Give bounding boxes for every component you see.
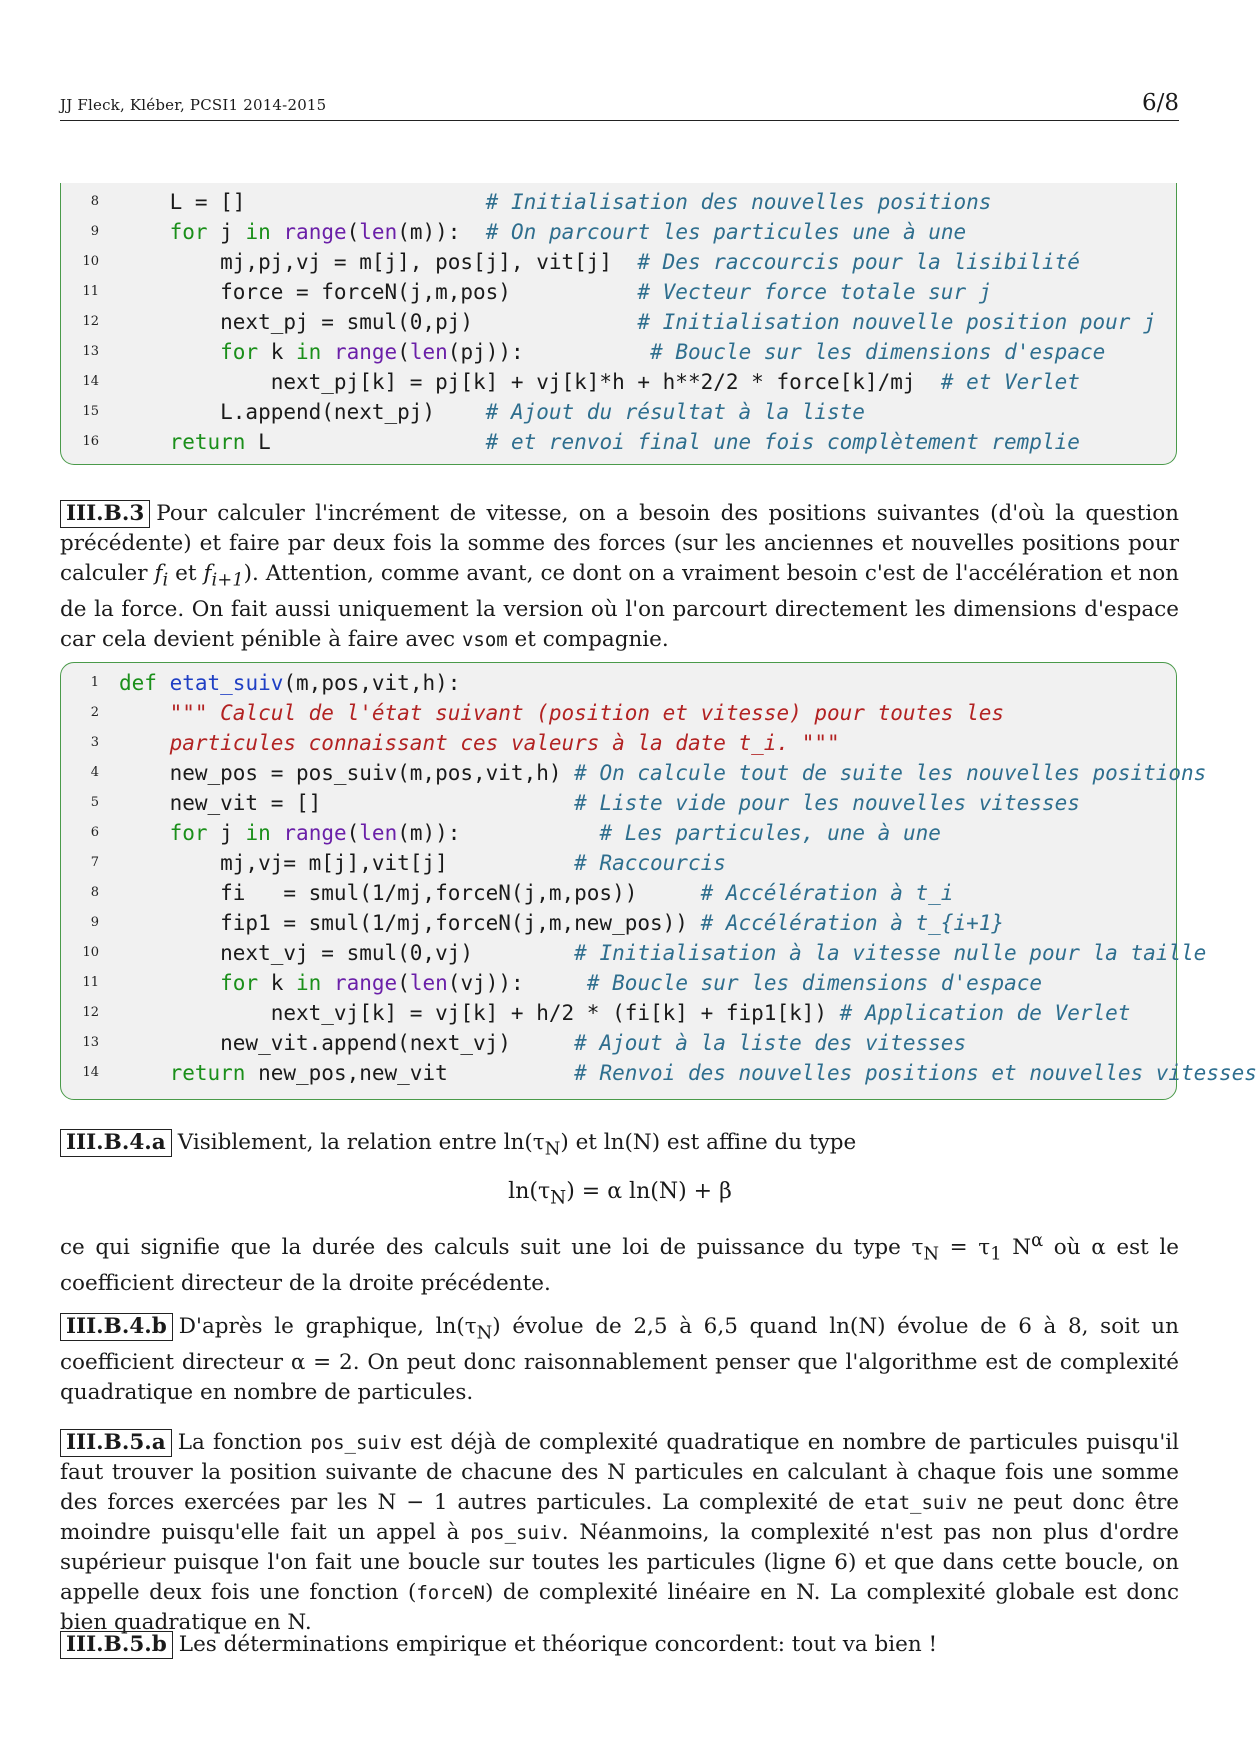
section-tag: III.B.5.a bbox=[60, 1429, 172, 1457]
code-line bbox=[61, 337, 1176, 367]
line-number: 7 bbox=[90, 855, 99, 870]
code-text: for j in range(len(m)): # Les particules, une à une bbox=[169, 821, 941, 845]
code-line bbox=[61, 758, 1207, 788]
code-line bbox=[61, 968, 1176, 998]
section-tag: III.B.5.b bbox=[60, 1631, 173, 1659]
code-line bbox=[61, 1058, 1257, 1088]
line-number: 13 bbox=[82, 1035, 99, 1050]
line-number: 12 bbox=[82, 314, 99, 329]
line-number: 10 bbox=[82, 945, 99, 960]
code-line bbox=[61, 788, 1176, 818]
code-line bbox=[61, 938, 1207, 968]
code-line bbox=[61, 908, 1176, 938]
code-line bbox=[61, 848, 1176, 878]
paragraph-iii-b-5-a: III.B.5.a La fonction pos_suiv est déjà de complexité quadratique en nombre de particules puisqu'il faut trouver la position suivante de chacune des N particules en calculant à chaque fois une somme des forces exercées par les N − 1 autres particules. La complexité de etat_suiv ne peut donc être moindre puisqu'elle fait un appel à pos_suiv. Néanmoins, la complexité n'est pas non plus d'ordre supérieur puisque l'on fait une boucle sur toutes les particules (ligne 6) et que dans cette boucle, on appelle deux fois une fonction (forceN) de complexité linéaire en N. La complexité globale est donc bien quadratique en N. bbox=[60, 1430, 1180, 1635]
code-line bbox=[61, 818, 1176, 848]
code-line bbox=[61, 878, 1176, 908]
header-author: JJ Fleck, Kléber, PCSI1 2014-2015 bbox=[60, 96, 327, 114]
line-number: 14 bbox=[82, 1065, 99, 1080]
code-text: def etat_suiv(m,pos,vit,h): bbox=[119, 671, 461, 695]
code-text: next_pj = smul(0,pj) # Initialisation nouvelle position pour j bbox=[119, 310, 1156, 334]
code-text: force = forceN(j,m,pos) # Vecteur force totale sur j bbox=[119, 280, 992, 304]
paragraph-iii-b-4-b: III.B.4.b D'après le graphique, $\ln(\tau_N)$ évolue de 2,5 à 6,5 quand ln(N) évolue de 6 à 8, soit un coefficient directeur α = 2. On peut donc raisonnablement penser que l'algorithme est de complexité quadratique en nombre de particules. bbox=[60, 1314, 1179, 1406]
code-text: for j in range(len(m)): # On parcourt les particules une à une bbox=[169, 220, 967, 244]
page-number: 6/8 bbox=[1141, 90, 1179, 116]
paragraph-iii-b-4-a: III.B.4.a Visiblement, la relation entre $\ln(\tau_N)$ et ln(N) est affine du type bbox=[60, 1128, 1179, 1164]
line-number: 9 bbox=[90, 224, 99, 239]
paragraph-iii-b-3: III.B.3 Pour calculer l'incrément de vitesse, on a besoin des positions suivantes (d'où la question précédente) et faire par deux fois la somme des forces (sur les anciennes et nouvelles positions pour calculer $f_i$ et $f_{i+1}$). Attention, comme avant, ce dont on a vraiment besoin c'est de l'accélération et non de la force. On fait aussi uniquement la version où l'on parcourt directement les dimensions d'espace car cela devient pénible à faire avec vsom et compagnie. bbox=[60, 501, 1179, 653]
code-text: return new_pos,new_vit # Renvoi des nouvelles positions et nouvelles vitesses bbox=[169, 1061, 1257, 1085]
line-number: 11 bbox=[82, 975, 99, 990]
page-header bbox=[60, 86, 1179, 121]
code-text: new_vit.append(next_vj) # Ajout à la liste des vitesses bbox=[119, 1031, 967, 1055]
code-text: next_vj = smul(0,vj) # Initialisation à la vitesse nulle pour la taille bbox=[119, 941, 1207, 965]
code-line bbox=[61, 998, 1176, 1028]
line-number: 11 bbox=[82, 284, 99, 299]
code-text: fip1 = smul(1/mj,forceN(j,m,new_pos)) # Accélération à t_{i+1} bbox=[119, 911, 1005, 935]
line-number: 1 bbox=[90, 675, 99, 690]
code-line bbox=[61, 698, 1176, 728]
code-line bbox=[61, 397, 1176, 427]
code-text: for k in range(len(vj)): # Boucle sur les dimensions d'espace bbox=[220, 971, 1043, 995]
inline-code: vsom bbox=[461, 629, 508, 652]
code-text: particules connaissant ces valeurs à la date t_i. """ bbox=[169, 731, 840, 755]
line-number: 3 bbox=[90, 735, 99, 750]
line-number: 6 bbox=[90, 825, 99, 840]
inline-code: etat_suiv bbox=[864, 1492, 968, 1514]
code-text: return L # et renvoi final une fois complètement remplie bbox=[169, 430, 1080, 454]
code-text: next_vj[k] = vj[k] + h/2 * (fi[k] + fip1[k]) # Application de Verlet bbox=[119, 1001, 1131, 1025]
code-line bbox=[61, 247, 1176, 277]
section-tag: III.B.4.a bbox=[60, 1129, 172, 1157]
code-line bbox=[61, 187, 1176, 217]
code-line bbox=[61, 367, 1176, 397]
code-text: new_vit = [] # Liste vide pour les nouvelles vitesses bbox=[119, 791, 1080, 815]
line-number: 8 bbox=[90, 885, 99, 900]
line-number: 13 bbox=[82, 344, 99, 359]
line-number: 14 bbox=[82, 374, 99, 389]
code-block-etat-suiv bbox=[60, 662, 1257, 1100]
inline-code: forceN bbox=[416, 1582, 485, 1604]
code-line bbox=[61, 728, 1176, 758]
section-tag: III.B.3 bbox=[60, 500, 150, 528]
code-text: fi = smul(1/mj,forceN(j,m,pos)) # Accélération à t_i bbox=[119, 881, 954, 905]
line-number: 4 bbox=[90, 765, 99, 780]
line-number: 8 bbox=[90, 194, 99, 209]
paragraph-iii-b-5-b: III.B.5.b Les déterminations empirique et théorique concordent: tout va bien ! bbox=[60, 1630, 1179, 1660]
code-text: mj,vj= m[j],vit[j] # Raccourcis bbox=[119, 851, 726, 875]
code-line bbox=[61, 1028, 1176, 1058]
code-line bbox=[61, 307, 1176, 337]
section-tag: III.B.4.b bbox=[60, 1313, 173, 1341]
code-text: for k in range(len(pj)): # Boucle sur les dimensions d'espace bbox=[220, 340, 1106, 364]
code-text: new_pos = pos_suiv(m,pos,vit,h) # On calcule tout de suite les nouvelles positions bbox=[119, 761, 1207, 785]
code-text: next_pj[k] = pj[k] + vj[k]*h + h**2/2 * force[k]/mj # et Verlet bbox=[119, 370, 1080, 394]
code-text: mj,pj,vj = m[j], pos[j], vit[j] # Des raccourcis pour la lisibilité bbox=[119, 250, 1080, 274]
code-block-pos-suiv bbox=[60, 183, 1177, 465]
code-text: """ Calcul de l'état suivant (position et vitesse) pour toutes les bbox=[169, 701, 1005, 725]
line-number: 2 bbox=[90, 705, 99, 720]
line-number: 9 bbox=[90, 915, 99, 930]
code-line bbox=[61, 427, 1176, 457]
code-line bbox=[61, 217, 1176, 247]
inline-code: pos_suiv bbox=[470, 1522, 562, 1544]
code-line bbox=[61, 277, 1176, 307]
line-number: 16 bbox=[82, 434, 99, 449]
line-number: 5 bbox=[90, 795, 99, 810]
code-text: L.append(next_pj) # Ajout du résultat à la liste bbox=[119, 400, 865, 424]
line-number: 12 bbox=[82, 1005, 99, 1020]
paragraph-iii-b-4-a-cont: ce qui signifie que la durée des calculs suit une loi de puissance du type $\tau_N = \tau_1$ $N^\alpha$ où α est le coefficient directeur de la droite précédente. bbox=[60, 1230, 1179, 1297]
inline-code: pos_suiv bbox=[310, 1432, 402, 1454]
line-number: 15 bbox=[82, 404, 99, 419]
code-line bbox=[61, 668, 1176, 698]
line-number: 10 bbox=[82, 254, 99, 269]
code-text: L = [] # Initialisation des nouvelles positions bbox=[119, 190, 992, 214]
equation: $\ln(\tau_N) = \alpha$ ln(N) + β bbox=[508, 1179, 732, 1209]
